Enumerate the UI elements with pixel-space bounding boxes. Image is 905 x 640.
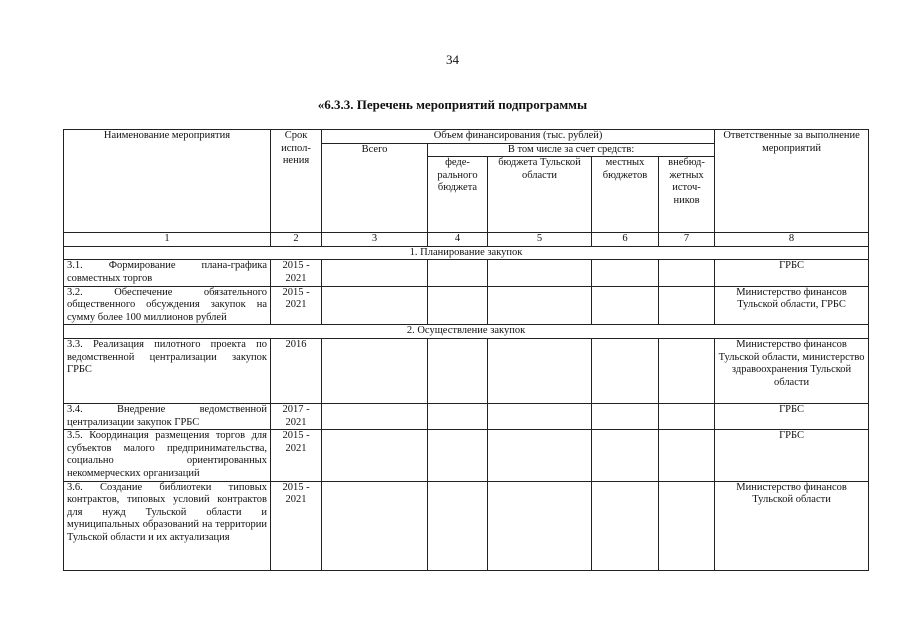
column-number-row <box>64 233 869 247</box>
table-row <box>64 286 869 325</box>
table-row <box>64 481 869 570</box>
activity-term: 2015 - 2021 <box>271 481 322 570</box>
column-number: 2 <box>271 233 322 247</box>
activities-table <box>63 129 869 571</box>
section-title: «6.3.3. Перечень мероприятий подпрограммы <box>317 97 588 112</box>
activity-term: 2015 - 2021 <box>271 286 322 325</box>
activity-responsible: ГРБС <box>715 430 869 481</box>
table-row <box>64 403 869 429</box>
activity-responsible: Министерство финансов Тульской области, министерство здравоохранения Тульской области <box>715 338 869 403</box>
header-federal: феде-рального бюджета <box>428 157 488 233</box>
column-number: 7 <box>659 233 715 247</box>
activity-responsible: ГРБС <box>715 260 869 286</box>
activity-name: 3.3. Реализация пилотного проекта по ведомственной централизации закупок ГРБС <box>64 338 271 403</box>
column-number: 8 <box>715 233 869 247</box>
header-offbudget: внебюд-жетных источ-ников <box>659 157 715 233</box>
activity-responsible: Министерство финансов Тульской области <box>715 481 869 570</box>
header-local: местных бюджетов <box>592 157 659 233</box>
activity-term: 2016 <box>271 338 322 403</box>
section-heading: 1. Планирование закупок <box>64 246 869 260</box>
activity-name: 3.1. Формирование плана-графика совместных торгов <box>64 260 271 286</box>
activity-name: 3.4. Внедрение ведомственной централизации закупок ГРБС <box>64 403 271 429</box>
column-number: 5 <box>488 233 592 247</box>
activity-name: 3.6. Создание библиотеки типовых контрактов, типовых условий контрактов для нужд Тульской области и муниципальных образований на территории Тульской области и их актуализация <box>64 481 271 570</box>
activity-term: 2015 - 2021 <box>271 430 322 481</box>
activity-name: 3.2. Обеспечение обязательного общественного обсуждения закупок на сумму более 100 миллионов рублей <box>64 286 271 325</box>
header-including: В том числе за счет средств: <box>428 143 715 157</box>
column-number: 4 <box>428 233 488 247</box>
header-funding: Объем финансирования (тыс. рублей) <box>322 130 715 144</box>
activity-term: 2015 - 2021 <box>271 260 322 286</box>
header-total: Всего <box>322 143 428 233</box>
activity-responsible: ГРБС <box>715 403 869 429</box>
column-number: 1 <box>64 233 271 247</box>
header-responsible: Ответственные за выполнение мероприятий <box>715 130 869 233</box>
page-number: 34 <box>446 52 459 67</box>
activity-responsible: Министерство финансов Тульской области, ГРБС <box>715 286 869 325</box>
column-number: 6 <box>592 233 659 247</box>
section-heading: 2. Осуществление закупок <box>64 325 869 339</box>
header-regional: бюджета Тульской области <box>488 157 592 233</box>
table-row <box>64 338 869 403</box>
activity-term: 2017 - 2021 <box>271 403 322 429</box>
header-term: Срок испол-нения <box>271 130 322 233</box>
header-name: Наименование мероприятия <box>64 130 271 233</box>
column-number: 3 <box>322 233 428 247</box>
table-row <box>64 430 869 481</box>
table-row <box>64 260 869 286</box>
activity-name: 3.5. Координация размещения торгов для субъектов малого предпринимательства, социально ориентированных некоммерческих организаций <box>64 430 271 481</box>
